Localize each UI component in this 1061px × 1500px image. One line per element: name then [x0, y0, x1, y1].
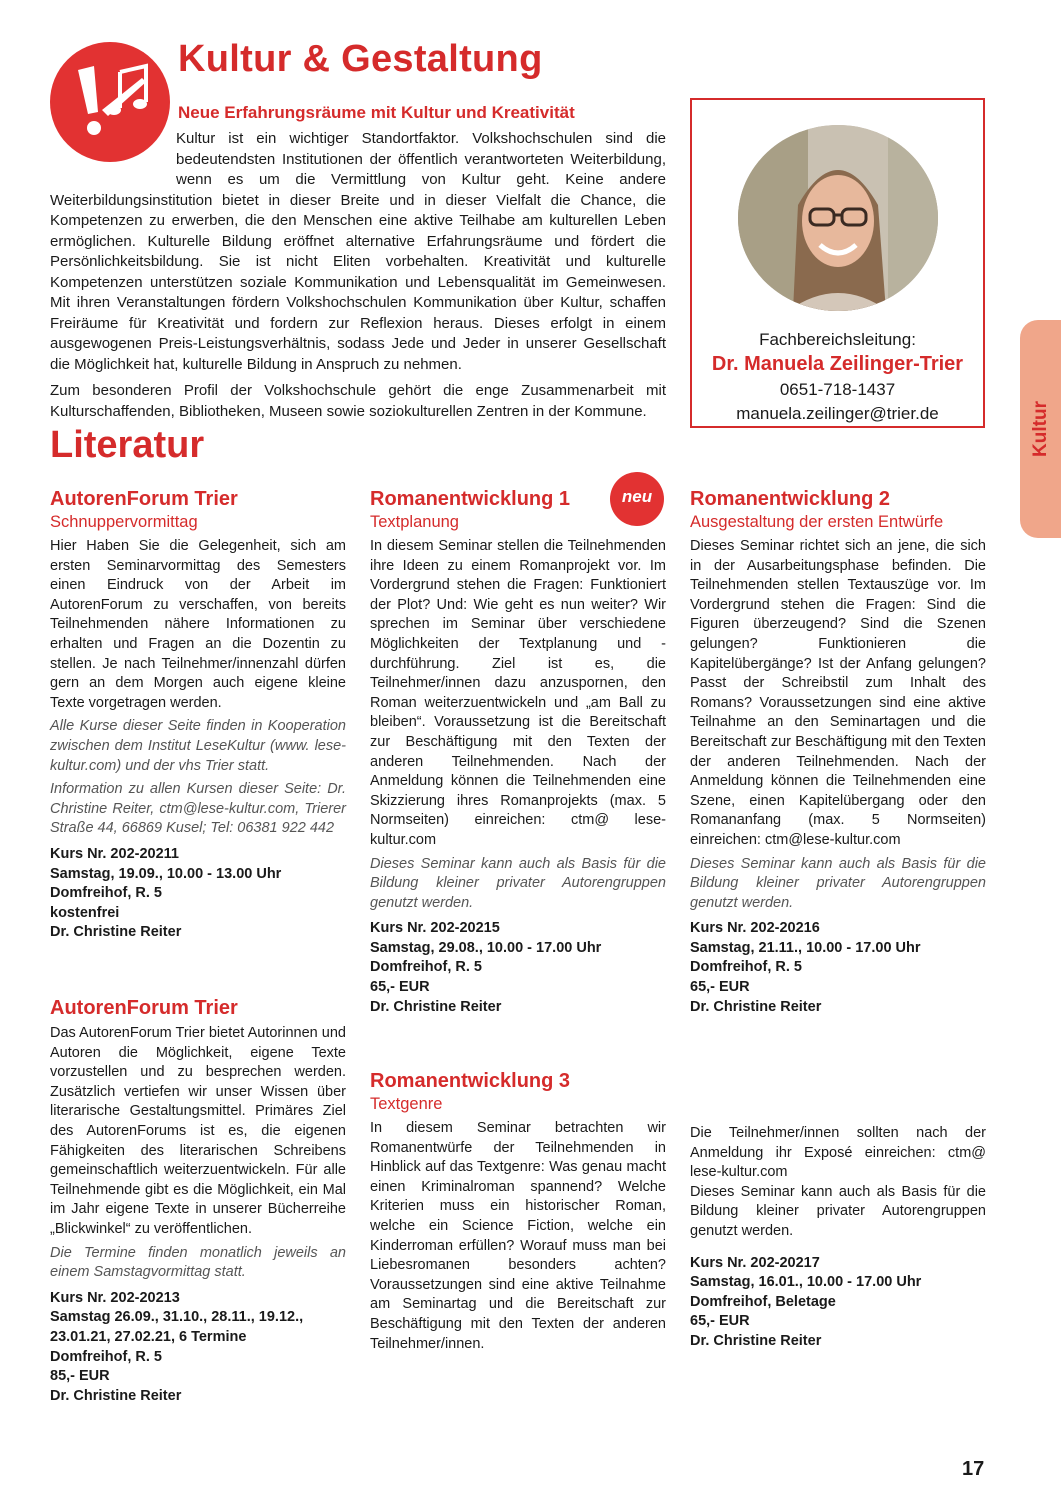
intro-text [50, 129, 666, 428]
course-number: Kurs Nr. 202-20216 [690, 920, 820, 937]
course-title: Romanentwicklung 3 [370, 1070, 571, 1092]
course-facts [690, 919, 986, 1017]
contact-email[interactable]: manuela.zeilinger@trier.de [736, 404, 939, 423]
course-place: Domfreihof, R. 5 [50, 885, 162, 902]
course-date: 23.01.21, 27.02.21, 6 Termine [50, 1328, 247, 1345]
contact-name: Dr. Manuela Zeilinger-Trier [711, 353, 964, 375]
course-facts [370, 919, 666, 1017]
course-facts [50, 1289, 346, 1407]
course-subtitle: Textgenre [370, 1095, 443, 1113]
course-romanentwicklung-3 [370, 1069, 666, 1358]
course-facts [50, 845, 346, 943]
course-title: Romanentwicklung 1 [370, 488, 571, 510]
course-subtitle: Textplanung [370, 513, 459, 531]
course-description: Hier Haben Sie die Gelegenheit, sich am ersten Seminarvormittag des Semesters einen Eindruck von der Arbeit im AutorenForum zu verschaffen, von bereits Teilnehmenden nähere Informationen zu erhalten und Fragen an die Dozentin zu stellen. Je nach Teilnehmer/innenzahl dürfen gern an dem Morgen auch eigene kleine Texte vorgetragen werden. [50, 538, 346, 711]
course-price: 85,- EUR [50, 1368, 110, 1385]
course-facts [690, 1254, 986, 1352]
course-romanentwicklung-1 [370, 487, 666, 1017]
course-title: AutorenForum Trier [50, 997, 238, 1019]
course-date: Samstag, 29.08., 10.00 - 17.00 Uhr [370, 939, 602, 956]
section-tab-label: Kultur [1030, 401, 1051, 457]
course-place: Domfreihof, Beletage [690, 1293, 836, 1310]
course-autorenforum [50, 996, 346, 1406]
course-note: Alle Kurse dieser Seite finden in Kooperation zwischen dem Institut LeseKultur (www. lese-kultur.com) und der vhs Trier statt. [50, 718, 346, 774]
course-romanentwicklung-2 [690, 487, 986, 1017]
course-place: Domfreihof, R. 5 [370, 959, 482, 976]
course-place: Domfreihof, R. 5 [50, 1348, 162, 1365]
page-number: 17 [962, 1458, 985, 1480]
course-teacher: Dr. Christine Reiter [370, 998, 502, 1015]
new-badge: neu [610, 472, 664, 526]
course-note: Die Termine finden monatlich jeweils an einem Samstagvormittag statt. [50, 1244, 346, 1281]
course-number: Kurs Nr. 202-20217 [690, 1254, 820, 1271]
course-romanentwicklung-3-continued [690, 1124, 986, 1352]
intro-paragraph: Kultur ist ein wichtiger Standortfaktor. Volkshochschulen sind die bedeutendsten Institutionen der öffentlich verantworteten Weiterbildung, wenn es um die Vermittlung von Kultur geht. Keine andere Weiterbildungsinstitution bietet in dieser Breite und in dieser Vielfalt die Chance, die Kompetenzen zu erwerben, die den Menschen eine aktive Teilhabe am kulturellen Leben ermöglichen. Kulturelle Bildung eröffnet alternative Erfahrungsräume und fördert die Persönlichkeitsbildung. Sie ist nicht Eliten vorbehalten. Kreativität und kulturelle Kompetenzen unterstützen soziale Kommunikation und Lebensqualität im Gemeinwesen. Mit ihren Veranstaltungen fördern Volkshochschulen Kommunikation über Kultur, schaffen Freiräume für Kreativität und fordern zur Reflexion heraus. Dieses erfolgt in einem ausgewogenen Preis-Leistungsverhältnis, sodass Jede und Jeder in unserer Gesellschaft die Möglichkeit hat, kulturelle Bildung in Anspruch zu nehmen. [50, 130, 666, 373]
course-date: Samstag, 19.09., 10.00 - 13.00 Uhr [50, 865, 282, 882]
course-description: Dieses Seminar richtet sich an jene, die sich in der Ausarbeitungsphase befinden. Die Teilnehmenden stellen Textauszüge vor. Im Vordergrund stehen die Fragen: Sind die Figuren überzeugend? Sind die Szenen gelungen? Funktionieren die Kapitelübergänge? Ist der Anfang gelungen? Passt der Schreibstil zum Inhalt des Romans? Voraussetzungen sind eine aktive Teilnahme an den Seminartagen und die Bereitschaft zur Beschäftigung mit den Texten der anderen Teilnehmenden. Nach der Anmeldung können die Teilnehmenden eine Szene, einen Kapitelübergang oder den Romananfang (max. 5 Normseiten) einreichen: ctm@lese-kultur.com [690, 538, 986, 848]
course-description: Dieses Seminar kann auch als Basis für die Bildung kleiner privater Autorengruppen genutzt werden. [690, 1183, 986, 1239]
contact-box [690, 98, 985, 428]
course-number: Kurs Nr. 202-20211 [50, 845, 179, 862]
course-title: AutorenForum Trier [50, 488, 238, 510]
course-teacher: Dr. Christine Reiter [690, 1332, 822, 1349]
portrait-photo [738, 125, 938, 311]
course-subtitle: Ausgestaltung der ersten Entwürfe [690, 513, 944, 531]
contact-role: Fachbereichsleitung: [759, 330, 916, 349]
course-place: Domfreihof, R. 5 [690, 959, 802, 976]
course-note: Dieses Seminar kann auch als Basis für die Bildung kleiner privater Autorengruppen genutzt werden. [370, 855, 666, 911]
course-price: kostenfrei [50, 904, 120, 921]
course-date: Samstag 26.09., 31.10., 28.11., 19.12., [50, 1309, 304, 1326]
course-subtitle: Schnuppervormittag [50, 513, 198, 531]
course-date: Samstag, 16.01., 10.00 - 17.00 Uhr [690, 1274, 922, 1291]
course-teacher: Dr. Christine Reiter [690, 998, 822, 1015]
course-note: Dieses Seminar kann auch als Basis für die Bildung kleiner privater Autorengruppen genutzt werden. [690, 855, 986, 911]
intro-subtitle: Neue Erfahrungsräume mit Kultur und Kreativität [178, 103, 575, 122]
course-number: Kurs Nr. 202-20213 [50, 1289, 180, 1306]
page-title: Kultur & Gestaltung [178, 38, 543, 80]
section-title: Literatur [50, 424, 205, 466]
course-date: Samstag, 21.11., 10.00 - 17.00 Uhr [690, 939, 921, 956]
course-description: Die Teilnehmer/innen sollten nach der Anmeldung ihr Exposé einreichen: ctm@ lese-kultur.com [690, 1125, 986, 1181]
course-price: 65,- EUR [370, 979, 430, 996]
course-price: 65,- EUR [690, 979, 750, 996]
contact-phone: 0651-718-1437 [779, 380, 896, 399]
course-price: 65,- EUR [690, 1313, 750, 1330]
course-description: In diesem Seminar stellen die Teilnehmenden ihre Ideen zu einem Romanprojekt vor. Im Vordergrund stehen die Fragen: Funktioniert der Plot? Und: Wie geht es nun weiter? Wir sprechen im Seminar über verschiedene Möglichkeiten der Textplanung und -durchführung. Ziel ist es, die Teilnehmer/innen dazu anzuspornen, den Roman weiterzuentwickeln und „am Ball zu bleiben“. Voraussetzung ist die Bereitschaft zur Beschäftigung mit den Texten der anderen Teilnehmenden. Nach der Anmeldung können die Teilnehmenden eine Skizzierung ihres Romanprojekts (max. 5 Normseiten) einreichen: ctm@ lese-kultur.com [370, 538, 666, 848]
course-teacher: Dr. Christine Reiter [50, 924, 182, 941]
course-description: In diesem Seminar betrachten wir Romanentwürfe der Teilnehmenden in Hinblick auf das Textgenre: Was genau macht einen Kriminalroman spannend? Welche Kriterien muss ein historischer Roman, welche ein Science Fiction, welche ein Kinderroman erfüllen? Worauf muss man bei Liebesromanen besonders achten? Voraussetzungen sind eine aktive Teilnahme am Seminartag und die Bereitschaft zur Beschäftigung mit den Texten der anderen Teilnehmer/innen. [370, 1120, 666, 1352]
course-autorenforum-schnupper [50, 487, 346, 943]
course-note: Information zu allen Kursen dieser Seite: Dr. Christine Reiter, ctm@lese-kultur.com, Trierer Straße 44, 66869 Kusel; Tel: 06381 922 442 [50, 781, 346, 837]
course-number: Kurs Nr. 202-20215 [370, 920, 500, 937]
intro-paragraph: Zum besonderen Profil der Volkshochschule gehört die enge Zusammenarbeit mit Kulturschaffenden, Bibliotheken, Museen sowie soziokulturellen Zentren in der Kommune. [50, 382, 666, 420]
course-description: Das AutorenForum Trier bietet Autorinnen und Autoren die Möglichkeit, eigene Texte vorzustellen und zu besprechen werden. Zusätzlich vertiefen wir unser Wissen über literarische Gestaltungsmittel. Primäres Ziel des AutorenForums ist es, die eigenen Fähigkeiten des literarischen Schreibens gemeinschaftlich weiterzuentwickeln. Für alle Teilnehmende gibt es die Möglichkeit, ein Mal im Jahr eigene Texte in unserer Bücherreihe „Blickwinkel“ zu veröffentlichen. [50, 1025, 346, 1237]
course-title: Romanentwicklung 2 [690, 488, 891, 510]
course-teacher: Dr. Christine Reiter [50, 1387, 182, 1404]
